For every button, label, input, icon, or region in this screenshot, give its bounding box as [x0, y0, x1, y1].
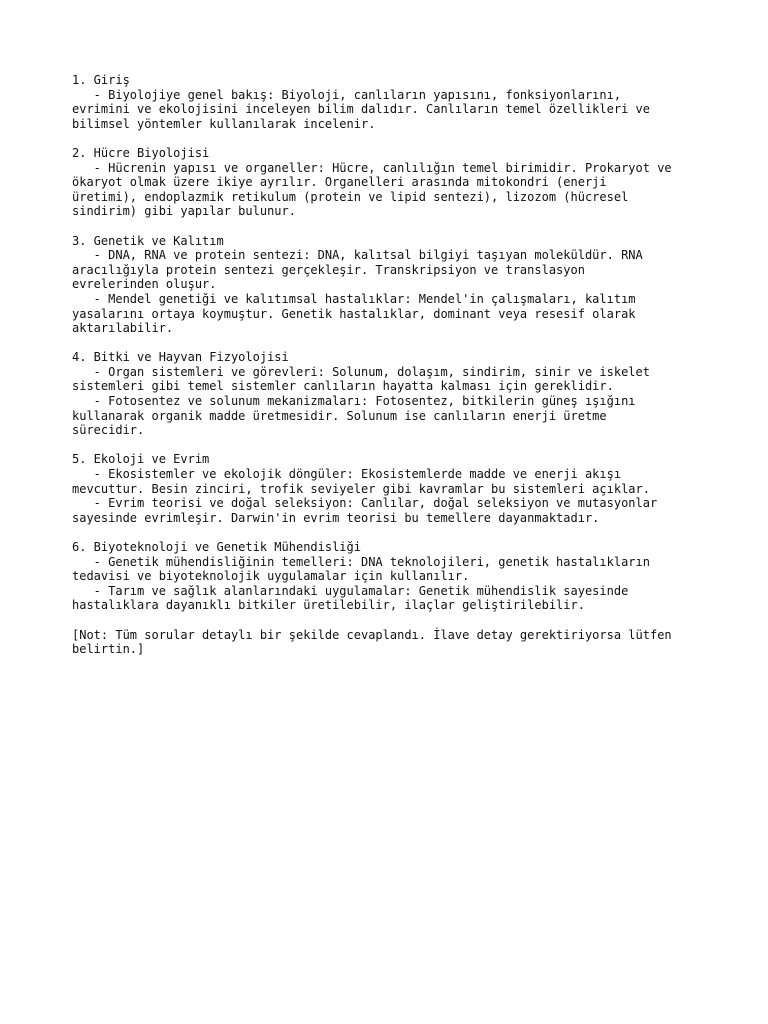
section-text-line: tedavisi ve biyoteknolojik uygulamalar için kullanılır. [72, 569, 470, 584]
section-biyoteknoloji [72, 540, 712, 613]
section-text-line: aktarılabilir. [72, 321, 174, 336]
section-text-line: sayesinde evrimleşir. Darwin'in evrim teorisi bu temellere dayanmaktadır. [72, 510, 600, 525]
section-hucre-biyolojisi [72, 146, 712, 219]
section-ekoloji-evrim [72, 452, 712, 525]
section-heading: 1. Giriş [72, 73, 130, 87]
note-text-line: belirtin.] [72, 642, 145, 657]
section-bitki-hayvan-fizyolojisi [72, 350, 712, 438]
section-text-line: sistemleri gibi temel sistemler canlıların hayatta kalması için gereklidir. [72, 379, 614, 394]
note-text-line: [Not: Tüm sorular detaylı bir şekilde cevaplandı. İlave detay gerektiriyorsa lütfen [72, 627, 672, 642]
section-text-line: - Mendel genetiği ve kalıtımsal hastalıklar: Mendel'in çalışmaları, kalıtım [72, 291, 636, 306]
section-giris [72, 73, 712, 131]
section-text-line: - Tarım ve sağlık alanlarındaki uygulamalar: Genetik mühendislik sayesinde [72, 583, 629, 598]
section-text-line: - Fotosentez ve solunum mekanizmaları: Fotosentez, bitkilerin güneş ışığını [72, 394, 636, 409]
closing-note [72, 628, 712, 657]
section-heading: 2. Hücre Biyolojisi [72, 145, 210, 160]
section-text-line: bilimsel yöntemler kullanılarak incelenir. [72, 116, 376, 131]
section-text-line: - Biyolojiye genel bakış: Biyoloji, canlıların yapısını, fonksiyonlarını, [72, 87, 622, 102]
section-text-line: - DNA, RNA ve protein sentezi: DNA, kalıtsal bilgiyi taşıyan moleküldür. RNA [72, 248, 643, 263]
section-text-line: sindirim) gibi yapılar bulunur. [72, 204, 296, 219]
section-text-line: - Evrim teorisi ve doğal seleksiyon: Canlılar, doğal seleksiyon ve mutasyonlar [72, 496, 658, 511]
section-text-line: - Genetik mühendisliğinin temelleri: DNA teknolojileri, genetik hastalıkların [72, 554, 650, 569]
section-text-line: - Hücrenin yapısı ve organeller: Hücre, canlılığın temel birimidir. Prokaryot ve [72, 160, 672, 175]
section-text-line: kullanarak organik madde üretmesidir. Solunum ise canlıların enerji üretme [72, 408, 607, 423]
section-text-line: aracılığıyla protein sentezi gerçekleşir. Transkripsiyon ve translasyon [72, 262, 585, 277]
section-heading: 3. Genetik ve Kalıtım [72, 233, 224, 248]
section-text-line: yasalarını ortaya koymuştur. Genetik hastalıklar, dominant veya resesif olarak [72, 306, 636, 321]
section-heading: 6. Biyoteknoloji ve Genetik Mühendisliği [72, 540, 361, 554]
section-text-line: hastalıklara dayanıklı bitkiler üretilebilir, ilaçlar geliştirilebilir. [72, 598, 585, 613]
section-genetik-kalitim [72, 234, 712, 336]
section-heading: 5. Ekoloji ve Evrim [72, 452, 210, 467]
section-text-line: - Organ sistemleri ve görevleri: Solunum, dolaşım, sindirim, sinir ve iskelet [72, 364, 650, 379]
section-text-line: sürecidir. [72, 423, 145, 438]
section-heading: 4. Bitki ve Hayvan Fizyolojisi [72, 350, 289, 365]
section-text-line: evrimini ve ekolojisini inceleyen bilim dalıdır. Canlıların temel özellikleri ve [72, 102, 650, 117]
section-text-line: üretimi), endoplazmik retikulum (protein ve lipid sentezi), lizozom (hücresel [72, 189, 629, 204]
document-page [72, 73, 712, 671]
section-text-line: ökaryot olmak üzere ikiye ayrılır. Organelleri arasında mitokondri (enerji [72, 175, 607, 190]
section-text-line: mevcuttur. Besin zinciri, trofik seviyeler gibi kavramlar bu sistemleri açıklar. [72, 481, 650, 496]
section-text-line: - Ekosistemler ve ekolojik döngüler: Ekosistemlerde madde ve enerji akışı [72, 467, 622, 482]
section-text-line: evrelerinden oluşur. [72, 277, 217, 292]
